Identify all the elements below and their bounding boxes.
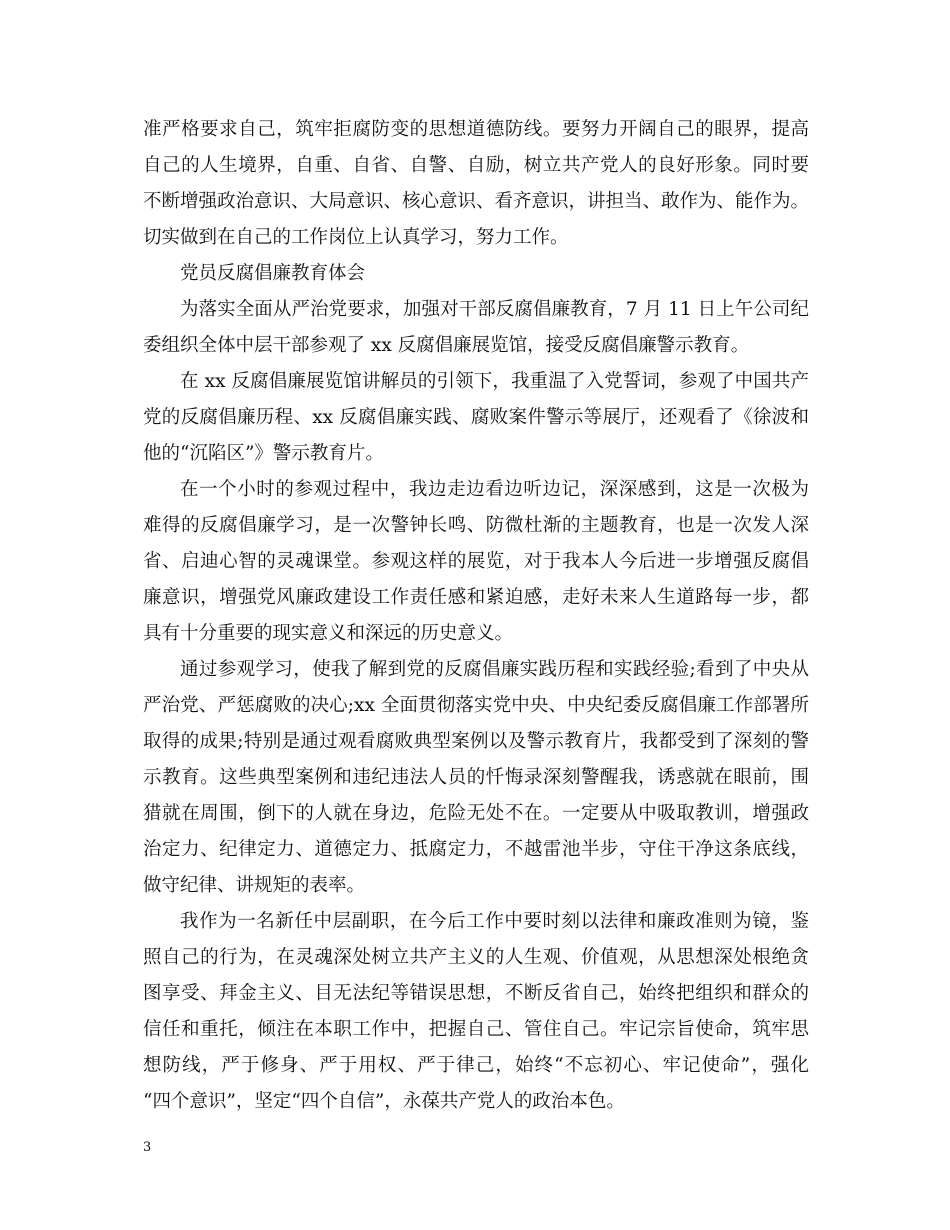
text-line: 图享受、拜金主义、目无法纪等错误思想，不断反省自己，始终把组织和群众的	[143, 983, 809, 1004]
document-body	[143, 112, 809, 1120]
text-line: 具有十分重要的现实意义和深远的历史意义。	[143, 623, 514, 644]
text-line: 他的“沉陷区”》警示教育片。	[143, 443, 384, 464]
text-line: 我作为一名新任中层副职，在今后工作中要时刻以法律和廉政准则为镜，鉴	[180, 911, 809, 932]
text-line: 取得的成果;特别是通过观看腐败典型案例以及警示教育片，我都受到了深刻的警	[143, 731, 809, 752]
text-line: 在一个小时的参观过程中，我边走边看边听边记，深深感到，这是一次极为	[180, 479, 809, 500]
text-line: 廉意识，增强党风廉政建设工作责任感和紧迫感，走好未来人生道路每一步，都	[143, 587, 809, 608]
text-line: 信任和重托，倾注在本职工作中，把握自己、管住自己。牢记宗旨使命，筑牢思	[143, 1019, 809, 1040]
text-line: 照自己的行为，在灵魂深处树立共产主义的人生观、价值观，从思想深处根绝贪	[143, 947, 809, 968]
text-line: 在 xx 反腐倡廉展览馆讲解员的引领下，我重温了入党誓词，参观了中国共产	[180, 371, 809, 392]
text-line: 做守纪律、讲规矩的表率。	[143, 875, 366, 896]
text-line: 不断增强政治意识、大局意识、核心意识、看齐意识，讲担当、敢作为、能作为。	[143, 191, 809, 212]
text-line: 委组织全体中层干部参观了 xx 反腐倡廉展览馆，接受反腐倡廉警示教育。	[143, 335, 750, 356]
text-line: 切实做到在自己的工作岗位上认真学习，努力工作。	[143, 227, 569, 248]
text-line: 通过参观学习，使我了解到党的反腐倡廉实践历程和实践经验;看到了中央从	[180, 659, 809, 680]
text-line: 准严格要求自己，筑牢拒腐防变的思想道德防线。要努力开阔自己的眼界，提高	[143, 119, 809, 140]
text-line: 治定力、纪律定力、道德定力、抵腐定力，不越雷池半步，守住干净这条底线，	[143, 839, 809, 860]
text-line: 省、启迪心智的灵魂课堂。参观这样的展览，对于我本人今后进一步增强反腐倡	[143, 551, 809, 572]
page-number: 3	[143, 1140, 152, 1155]
text-line: 为落实全面从严治党要求，加强对干部反腐倡廉教育，7 月 11 日上午公司纪	[180, 299, 809, 320]
text-line: 难得的反腐倡廉学习，是一次警钟长鸣、防微杜渐的主题教育，也是一次发人深	[143, 515, 809, 536]
text-line: “四个意识”，坚定“四个自信”，永葆共产党人的政治本色。	[143, 1091, 625, 1112]
text-line: 示教育。这些典型案例和违纪违法人员的忏悔录深刻警醒我，诱惑就在眼前，围	[143, 767, 809, 788]
text-line: 猎就在周围，倒下的人就在身边，危险无处不在。一定要从中吸取教训，增强政	[143, 803, 809, 824]
text-line: 党员反腐倡廉教育体会	[180, 263, 366, 284]
text-line: 严治党、严惩腐败的决心;xx 全面贯彻落实党中央、中央纪委反腐倡廉工作部署所	[143, 695, 809, 716]
text-line: 党的反腐倡廉历程、xx 反腐倡廉实践、腐败案件警示等展厅，还观看了《徐波和	[143, 407, 809, 428]
text-line: 自己的人生境界，自重、自省、自警、自励，树立共产党人的良好形象。同时要	[143, 155, 809, 176]
text-line: 想防线，严于修身、严于用权、严于律己，始终“不忘初心、牢记使命”，强化	[143, 1055, 809, 1076]
